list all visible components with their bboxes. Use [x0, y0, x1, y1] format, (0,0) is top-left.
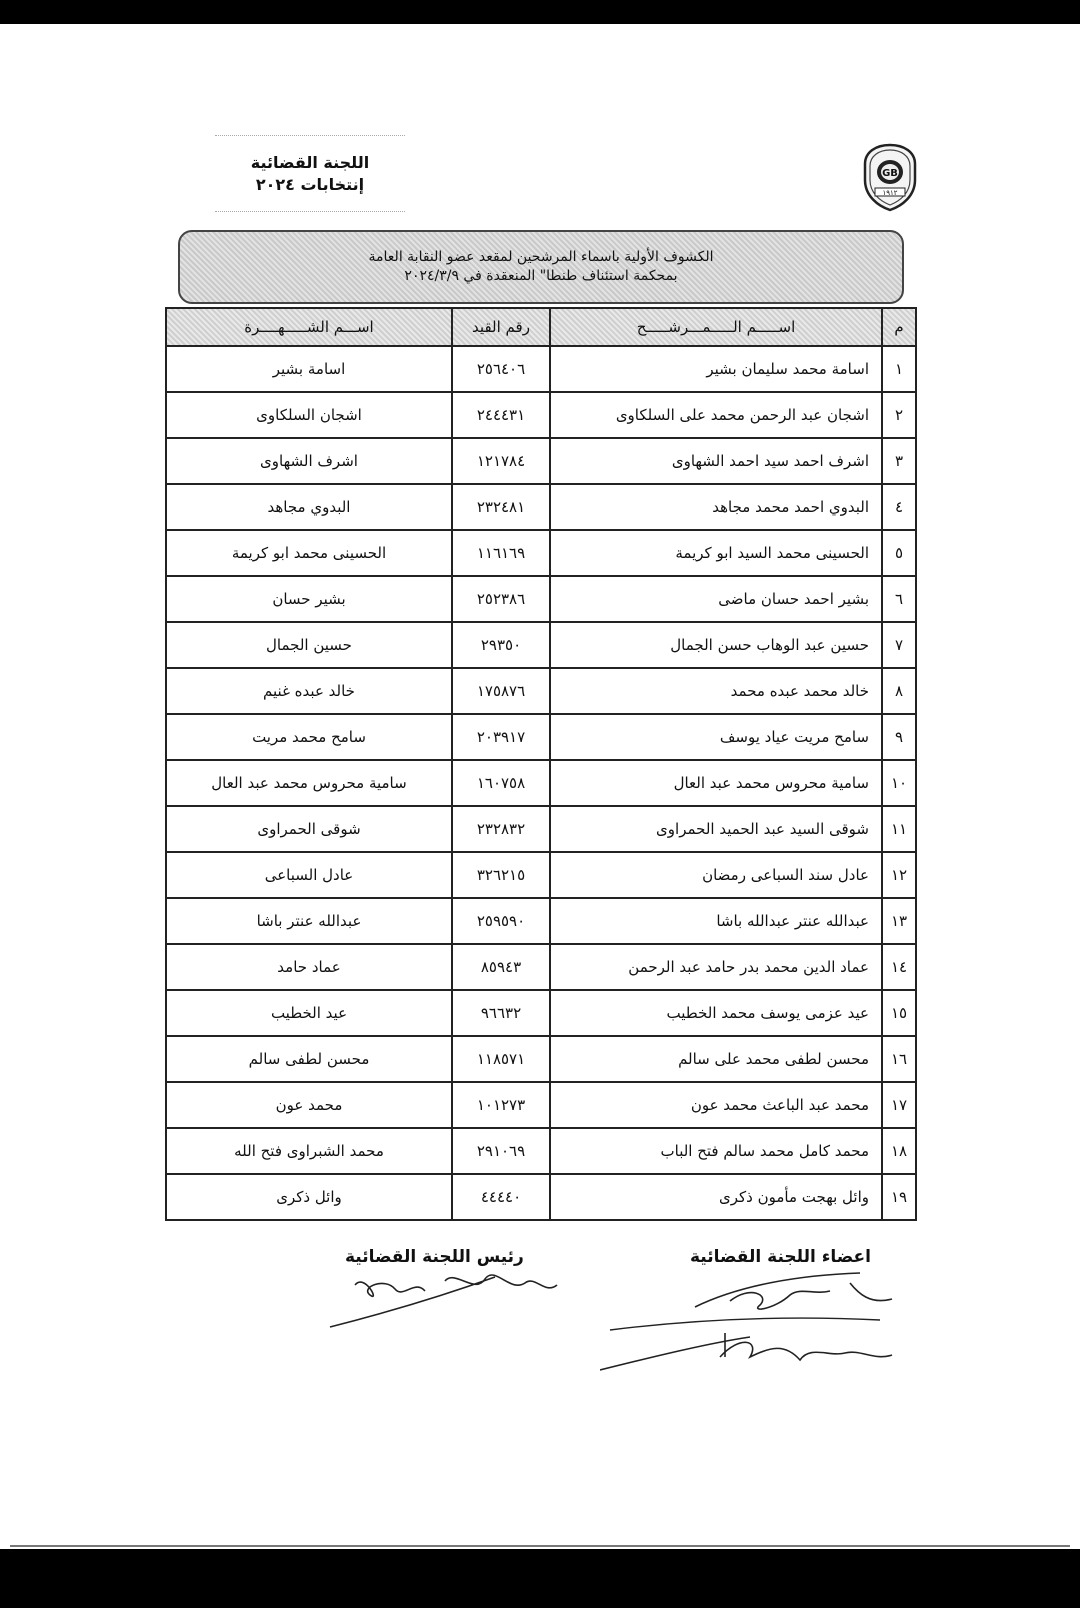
table-row	[166, 806, 916, 852]
syndicate-seal-logo	[860, 142, 920, 212]
table-row	[166, 346, 916, 392]
candidate-name: محسن لطفى محمد على سالم	[550, 1036, 882, 1082]
row-index: ٨	[882, 668, 916, 714]
registration-number: ٢٥٢٣٨٦	[452, 576, 550, 622]
candidate-name: وائل بهجت مأمون ذكرى	[550, 1174, 882, 1220]
elections-year: إنتخابات ٢٠٢٤	[255, 174, 365, 194]
row-index: ١٩	[882, 1174, 916, 1220]
registration-number: ٢٥٩٥٩٠	[452, 898, 550, 944]
known-as-name: محمد عون	[166, 1082, 452, 1128]
committee-name: اللجنة القضائية	[250, 152, 370, 172]
registration-number: ١٠١٢٧٣	[452, 1082, 550, 1128]
known-as-name: اشرف الشهاوى	[166, 438, 452, 484]
header-candidate-name: اســـــم الـــــمـــرشـــــح	[550, 308, 882, 346]
title-line-2: بمحكمة استئناف طنطا" المنعقدة في ٢٠٢٤/٣/٩	[404, 268, 678, 284]
row-index: ١٧	[882, 1082, 916, 1128]
registration-number: ١٦٠٧٥٨	[452, 760, 550, 806]
header-known-as: اســـم الشـــــهــــرة	[166, 308, 452, 346]
row-index: ١١	[882, 806, 916, 852]
table-row	[166, 898, 916, 944]
candidate-name: بشير احمد حسان ماضى	[550, 576, 882, 622]
top-black-bar	[0, 0, 1080, 24]
table-row	[166, 1036, 916, 1082]
candidate-name: محمد عبد الباعث محمد عون	[550, 1082, 882, 1128]
known-as-name: البدوي مجاهد	[166, 484, 452, 530]
row-index: ١٠	[882, 760, 916, 806]
known-as-name: بشير حسان	[166, 576, 452, 622]
registration-number: ٢٣٢٨٣٢	[452, 806, 550, 852]
candidate-name: الحسينى محمد السيد ابو كريمة	[550, 530, 882, 576]
candidate-name: عبدالله عنتر عبدالله باشا	[550, 898, 882, 944]
table-row	[166, 668, 916, 714]
table-row	[166, 576, 916, 622]
known-as-name: شوقى الحمراوى	[166, 806, 452, 852]
row-index: ١٢	[882, 852, 916, 898]
known-as-name: الحسينى محمد ابو كريمة	[166, 530, 452, 576]
candidate-name: اشجان عبد الرحمن محمد على السلكاوى	[550, 392, 882, 438]
table-row	[166, 1128, 916, 1174]
registration-number: ٢٠٣٩١٧	[452, 714, 550, 760]
row-index: ٥	[882, 530, 916, 576]
registration-number: ٢٣٢٤٨١	[452, 484, 550, 530]
table-row	[166, 1174, 916, 1220]
candidate-name: اشرف احمد سيد احمد الشهاوى	[550, 438, 882, 484]
table-row	[166, 392, 916, 438]
candidate-name: البدوي احمد محمد مجاهد	[550, 484, 882, 530]
registration-number: ٢٤٤٤٣١	[452, 392, 550, 438]
committee-header	[215, 135, 405, 212]
known-as-name: محسن لطفى سالم	[166, 1036, 452, 1082]
row-index: ٩	[882, 714, 916, 760]
candidate-name: عيد عزمى يوسف محمد الخطيب	[550, 990, 882, 1036]
row-index: ٦	[882, 576, 916, 622]
candidate-name: عماد الدين محمد بدر حامد عبد الرحمن	[550, 944, 882, 990]
known-as-name: حسين الجمال	[166, 622, 452, 668]
registration-number: ٣٢٦٢١٥	[452, 852, 550, 898]
table-header-row	[166, 308, 916, 346]
members-signatures	[600, 1265, 900, 1390]
row-index: ١٤	[882, 944, 916, 990]
known-as-name: محمد الشبراوى فتح الله	[166, 1128, 452, 1174]
table-row	[166, 760, 916, 806]
known-as-name: خالد عبده غنيم	[166, 668, 452, 714]
header-index: م	[882, 308, 916, 346]
candidate-name: محمد كامل محمد سالم فتح الباب	[550, 1128, 882, 1174]
candidate-name: اسامة محمد سليمان بشير	[550, 346, 882, 392]
row-index: ١٨	[882, 1128, 916, 1174]
known-as-name: اسامة بشير	[166, 346, 452, 392]
registration-number: ٢٩١٠٦٩	[452, 1128, 550, 1174]
registration-number: ١٢١٧٨٤	[452, 438, 550, 484]
svg-text:GB: GB	[882, 168, 898, 179]
table-row	[166, 484, 916, 530]
table-row	[166, 852, 916, 898]
known-as-name: عماد حامد	[166, 944, 452, 990]
row-index: ١٦	[882, 1036, 916, 1082]
members-label: اعضاء اللجنة القضائية	[690, 1247, 871, 1267]
table-row	[166, 714, 916, 760]
row-index: ١	[882, 346, 916, 392]
registration-number: ٢٩٣٥٠	[452, 622, 550, 668]
chair-signature	[325, 1265, 565, 1335]
candidate-name: شوقى السيد عبد الحميد الحمراوى	[550, 806, 882, 852]
row-index: ٧	[882, 622, 916, 668]
known-as-name: سامية محروس محمد عبد العال	[166, 760, 452, 806]
table-row	[166, 990, 916, 1036]
bottom-black-bar	[0, 1549, 1080, 1608]
document-title-box	[178, 230, 904, 304]
registration-number: ١١٦١٦٩	[452, 530, 550, 576]
header-registration-number: رقم القيد	[452, 308, 550, 346]
registration-number: ٩٦٦٣٢	[452, 990, 550, 1036]
registration-number: ١٧٥٨٧٦	[452, 668, 550, 714]
known-as-name: عبدالله عنتر باشا	[166, 898, 452, 944]
registration-number: ٨٥٩٤٣	[452, 944, 550, 990]
registration-number: ٤٤٤٤٠	[452, 1174, 550, 1220]
table-row	[166, 944, 916, 990]
candidate-name: سامح مريت عياد يوسف	[550, 714, 882, 760]
row-index: ١٥	[882, 990, 916, 1036]
row-index: ٤	[882, 484, 916, 530]
candidate-name: خالد محمد عبده محمد	[550, 668, 882, 714]
known-as-name: عادل السباعى	[166, 852, 452, 898]
title-line-1: الكشوف الأولية باسماء المرشحين لمقعد عضو النقابة العامة	[368, 249, 714, 265]
known-as-name: عيد الخطيب	[166, 990, 452, 1036]
candidate-name: عادل سند السباعى رمضان	[550, 852, 882, 898]
table-row	[166, 438, 916, 484]
candidates-table	[165, 307, 917, 1221]
row-index: ١٣	[882, 898, 916, 944]
row-index: ٣	[882, 438, 916, 484]
registration-number: ١١٨٥٧١	[452, 1036, 550, 1082]
seal-year: ١٩١٢	[882, 189, 898, 197]
known-as-name: وائل ذكرى	[166, 1174, 452, 1220]
table-row	[166, 622, 916, 668]
known-as-name: سامح محمد مريت	[166, 714, 452, 760]
candidate-name: سامية محروس محمد عبد العال	[550, 760, 882, 806]
row-index: ٢	[882, 392, 916, 438]
known-as-name: اشجان السلكاوى	[166, 392, 452, 438]
candidate-name: حسين عبد الوهاب حسن الجمال	[550, 622, 882, 668]
registration-number: ٢٥٦٤٠٦	[452, 346, 550, 392]
chair-label: رئيس اللجنة القضائية	[345, 1247, 524, 1267]
bottom-rule	[10, 1545, 1070, 1547]
table-row	[166, 1082, 916, 1128]
table-row	[166, 530, 916, 576]
